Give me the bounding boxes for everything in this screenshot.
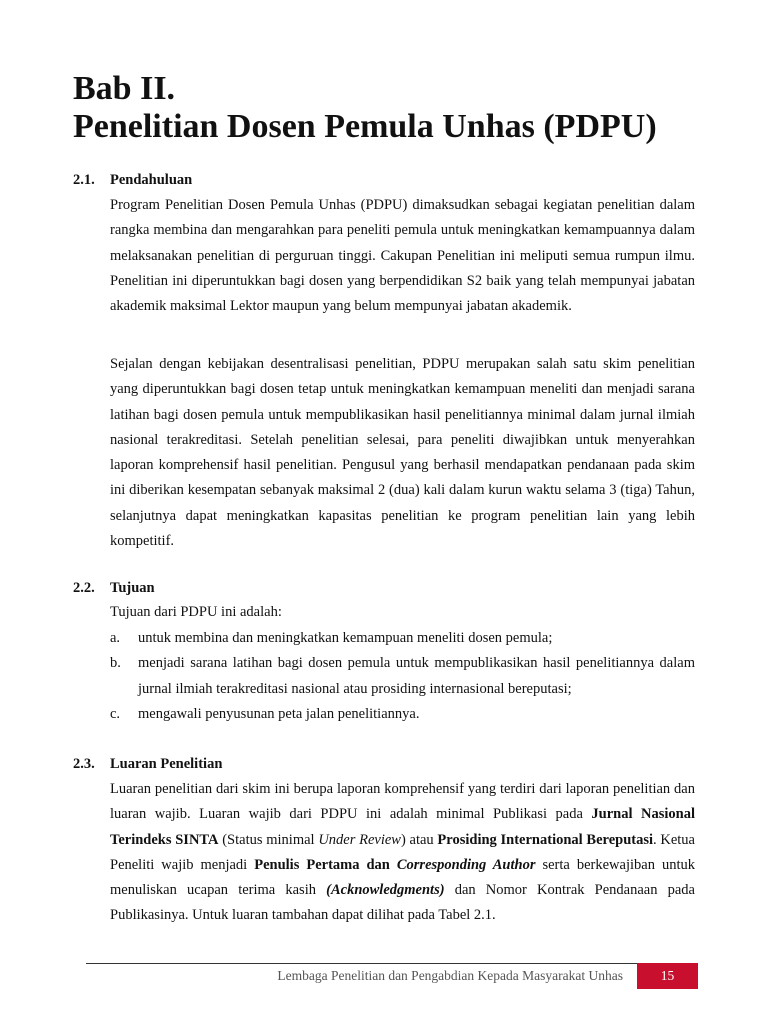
list-item xyxy=(110,702,695,727)
footer-divider xyxy=(86,963,698,964)
section-heading-luaran xyxy=(73,756,222,773)
emphasis-under-review: Under Review xyxy=(318,831,401,848)
tujuan-list xyxy=(110,626,695,727)
paragraph-pendahuluan-2: Sejalan dengan kebijakan desentralisasi penelitian, PDPU merupakan salah satu skim penelitian yang diperuntukkan bagi dosen tetap untuk meningkatkan kemampuan meneliti dan menjadi sarana latihan bagi dosen pemula untuk mempublikasikan hasil penelitiannya minimal dalam jurnal ilmiah nasional terakreditasi. Setelah penelitian selesai, para peneliti diwajibkan untuk menyerahkan laporan komprehensif hasil penelitian. Pengusul yang berhasil mendapatkan pendanaan pada skim ini diberikan kesempatan sebanyak maksimal 2 (dua) kali dalam kurun waktu selama 3 (tiga) Tahun, selanjutnya dapat meningkatkan kapasitas penelitian ke program penelitian lain yang lebih kompetitif. xyxy=(110,356,695,550)
text-run: ) atau xyxy=(400,831,438,848)
emphasis-acknowledgments: (Acknowledgments) xyxy=(326,882,445,899)
text-run: serta berkewajiban untuk menuliskan ucapan terima kasih xyxy=(110,856,695,899)
text-run: Luaran penelitian dari skim ini berupa laporan komprehensif yang terdiri dari laporan penelitian dan luaran wajib. Luaran wajib dari PDPU ini adalah minimal Publikasi pada xyxy=(110,781,695,823)
chapter-number: Bab II. xyxy=(73,70,176,107)
footer-institution: Lembaga Penelitian dan Pengabdian Kepada Masyarakat Unhas xyxy=(277,968,623,983)
list-item xyxy=(110,651,695,702)
emphasis-corresponding-author: Corresponding Author xyxy=(396,856,536,873)
text-run: dan Nomor Kontrak Pendanaan pada Publikasinya. Untuk luaran tambahan dapat dilihat pada Tabel 2.1. xyxy=(110,882,695,924)
emphasis-prosiding: Prosiding International Bereputasi xyxy=(437,831,654,848)
paragraph-pendahuluan-1: Program Penelitian Dosen Pemula Unhas (PDPU) dimaksudkan sebagai kegiatan penelitian dalam rangka membina dan mengarahkan para peneliti pemula untuk meningkatkan kemampuannya dalam melaksanakan penelitian di perguruan tinggi. Cakupan Penelitian ini meliputi semua rumpun ilmu. Penelitian ini diperuntukkan bagi dosen yang berpendidikan S2 baik yang telah mempunyai jabatan akademik maksimal Lektor maupun yang belum mempunyai jabatan akademik. xyxy=(110,197,695,315)
list-marker: b. xyxy=(110,655,121,672)
emphasis-jurnal: Jurnal Nasional Terindeks SINTA xyxy=(110,806,695,848)
section-title: Tujuan xyxy=(110,580,155,596)
list-item-text: menjadi sarana latihan bagi dosen pemula untuk mempublikasikan hasil penelitiannya dalam jurnal ilmiah terakreditasi nasional atau prosiding internasional bereputasi; xyxy=(138,655,695,697)
list-marker: c. xyxy=(110,705,121,722)
chapter-title xyxy=(73,70,657,146)
section-heading-pendahuluan xyxy=(73,172,192,189)
section-heading-tujuan xyxy=(73,580,155,597)
section-title: Pendahuluan xyxy=(110,172,193,188)
paragraph-luaran xyxy=(110,777,695,929)
page-number-badge: 15 xyxy=(637,963,698,989)
section-number: 2.3. xyxy=(73,756,95,772)
chapter-name: Penelitian Dosen Pemula Unhas (PDPU) xyxy=(73,108,657,145)
list-item xyxy=(110,626,695,651)
emphasis-penulis-pertama: Penulis Pertama dan xyxy=(254,856,397,873)
text-run: . Ketua Peneliti wajib menjadi xyxy=(110,831,695,873)
list-item-text: mengawali penyusunan peta jalan penelitiannya. xyxy=(138,705,420,722)
section-number: 2.2. xyxy=(73,580,95,596)
list-marker: a. xyxy=(110,630,121,646)
section-title: Luaran Penelitian xyxy=(110,756,223,772)
list-item-text: untuk membina dan meningkatkan kemampuan meneliti dosen pemula; xyxy=(138,630,553,646)
section-number: 2.1. xyxy=(73,172,95,188)
text-run: (Status minimal xyxy=(218,831,319,848)
tujuan-intro: Tujuan dari PDPU ini adalah: xyxy=(110,604,282,620)
